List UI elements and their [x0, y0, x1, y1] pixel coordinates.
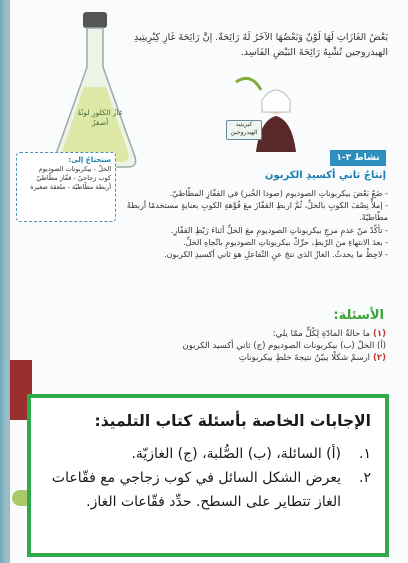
page-edge-shade	[0, 0, 10, 563]
answer-item-1	[41, 442, 371, 466]
gas-smell-label: كبريتيد الهيدروجين	[226, 120, 262, 140]
materials-title: ستحتاجُ إلى:	[68, 156, 111, 164]
questions-block	[26, 328, 386, 364]
materials-item: الخلّ - بيكربونات الصوديوم	[38, 165, 111, 173]
step-item: - إملأْ نِصْفَ الكوبِ بالخلِّ، ثُمَّ اربطِ القفّازَ معَ فُوَّهةِ الكوبِ بعنايةٍ مستخدمًا أربطةً مطّاطيّةً.	[126, 201, 388, 223]
activity-steps	[123, 188, 388, 261]
answers-box	[27, 394, 389, 557]
answers-title: الإجابات الخاصة بأسئلة كتاب التلميذ:	[94, 412, 371, 430]
answer-number: ١.	[359, 446, 371, 462]
materials-item: كوب زجاجيّ - قفّاز مطّاطيّ	[36, 174, 111, 182]
materials-box	[16, 152, 116, 222]
activity-title: إنتاجُ ثاني أكسيدِ الكربون	[264, 170, 386, 181]
flask-label: غازُ الكلورِ لونُهُ أصفرُ	[77, 108, 123, 127]
question-1-options: (أ) الخلّ (ب) بيكربونات الصوديوم (ج) ثاني أكسيد الكربون	[182, 341, 386, 351]
questions-heading: الأسئلة:	[333, 308, 384, 323]
answer-text: يعرض الشكل السائل في كوب زجاجي مع فقّاعات الغاز تتطاير على السطح. حدِّد فقّاعات الغاز.	[51, 470, 341, 510]
answers-content	[41, 412, 371, 514]
answer-text: (أ) السائلة، (ب) الصُّلبة، (ج) الغازيّة.	[131, 446, 341, 462]
answer-item-2	[41, 466, 371, 514]
step-item: - لاحِظْ ما يحدثُ. الغازُ الذي نتجَ عنِ التّفاعلِ هوَ ثاني أكسيدِ الكربون.	[164, 250, 388, 260]
step-item: - ضَعْ بَعْضَ بيكربوناتِ الصوديوم (صودا الخُبز) في القفّازِ المطّاطيّ.	[169, 189, 388, 198]
activity-badge: نشاط ٣-١	[330, 150, 386, 166]
materials-item: أربطة مطّاطيّة - ملعقة صغيرة	[30, 183, 111, 191]
person-smelling-illustration	[226, 72, 306, 152]
step-item: - بعدَ الانتهاءِ منَ الرّبطِ، حرِّكْ بيكربوناتِ الصوديومِ باتّجاهِ الخلِّ.	[183, 237, 388, 247]
question-1: (١) ما حالةُ المادّةِ لِكُلٍّ ممّا يلي:	[272, 329, 386, 339]
answer-number: ٢.	[359, 470, 371, 486]
intro-paragraph: بَعْضُ الغَازَاتِ لَهَا لَوْنٌ وَبَعْضُهَا الآخَرُ لَهُ رَائِحَةٌ. إنَّ رَائِحَةَ غَازِ كِبْرِيتِيدِ الهيدروجين تُشْبِهُ رَائِحَةَ البَيْضِ الفَاسِد.	[134, 32, 388, 58]
step-item: - تأكّدْ منْ عدمِ مزجِ بيكربوناتِ الصوديومِ معَ الخلِّ أثناءَ رَبْطِ القفّازِ.	[170, 225, 388, 235]
question-2: (٢) ارسمْ شكلًا يبيّنُ نتيجةَ خلطِ بيكربوناتِ	[238, 353, 386, 363]
